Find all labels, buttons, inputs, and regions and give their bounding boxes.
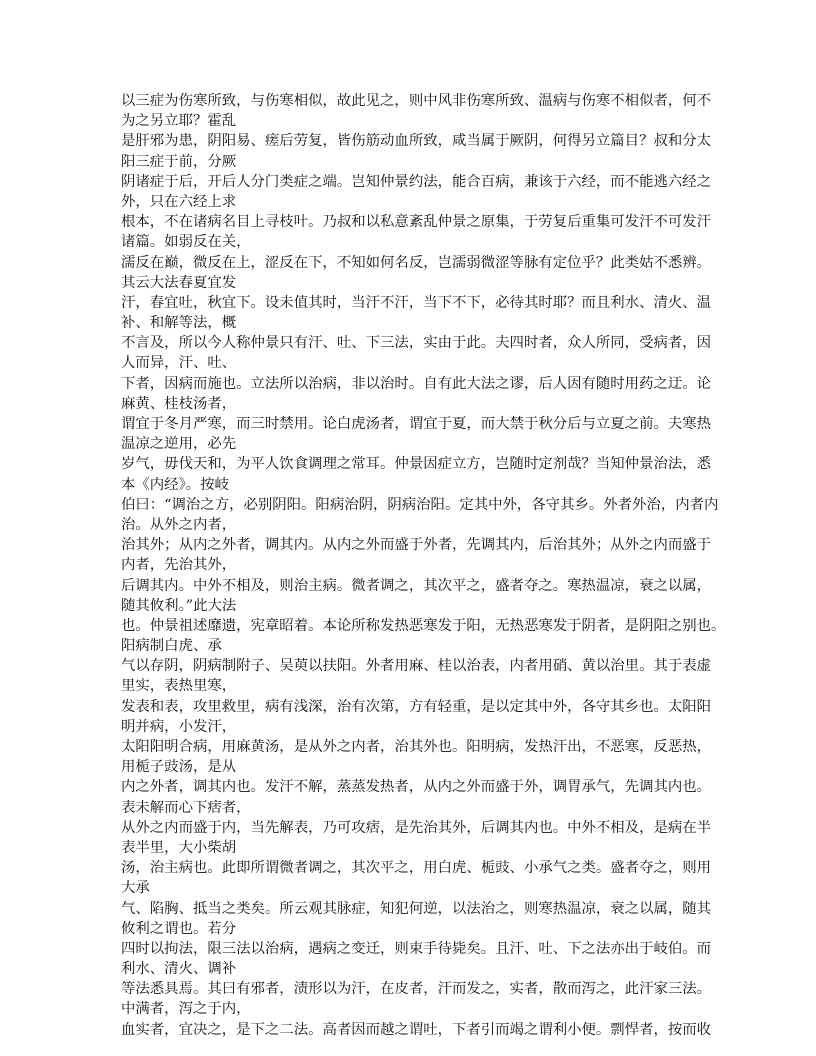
text-line: 麻黄、桂枝汤者，: [121, 395, 237, 412]
text-line: 大承: [121, 880, 150, 897]
text-line: 从外之内而盛于内，当先解表，乃可攻痞，是先治其外，后调其内也。中外不相及，是病在半: [121, 819, 712, 836]
text-line: 中满者，泻之于内，: [121, 1001, 251, 1018]
text-line: 表半里，大小柴胡: [121, 839, 237, 856]
text-line: 外，只在六经上求: [121, 193, 237, 210]
text-line: 为之另立耶？霍乱: [121, 113, 237, 130]
text-line: 诸篇。如弱反在关，: [121, 234, 251, 251]
text-line: 太阳阳明合病，用麻黄汤，是从外之内者，治其外也。阳明病，发热汗出，不恶寒，反恶热，: [121, 739, 712, 755]
text-line: 下者，因病而施也。立法所以治病，非以治时。自有此大法之谬，后人因有随时用药之迂。论: [121, 375, 712, 392]
text-line: 内之外者，调其内也。发汗不解，蒸蒸发热者，从内之外而盛于外，调胃承气，先调其内也。: [121, 779, 712, 796]
text-line: 汤，治主病也。此即所谓微者调之，其次平之，用白虎、栀豉、小承气之类。盛者夺之，则用: [121, 860, 712, 877]
text-line: 后调其内。中外不相及，则治主病。微者调之，其次平之，盛者夺之。寒热温凉，衰之以属，: [121, 577, 712, 594]
text-line: 温凉之逆用，必先: [121, 436, 237, 453]
text-line: 血实者，宜决之，是下之二法。高者因而越之谓吐，下者引而竭之谓利小便。剽悍者，按而收: [121, 1021, 712, 1038]
text-line: 阳病制白虎、承: [121, 638, 222, 655]
text-line: 其云大法春夏宜发: [121, 274, 237, 291]
text-line: 不言及，所以今人称仲景只有汗、吐、下三法，实由于此。夫四时者，众人所同，受病者，因: [121, 335, 712, 352]
text-line: 濡反在巅，微反在上，涩反在下，不知如何名反，岂濡弱微涩等脉有定位乎？此类姑不悉辨。: [121, 254, 712, 271]
text-line: 谓宜于冬月严寒，而三时禁用。论白虎汤者，谓宜于夏，而大禁于秋分后与立夏之前。夫寒热: [121, 416, 712, 432]
text-line: 随其攸利。”此大法: [121, 597, 237, 614]
document-page: [121, 91, 726, 1040]
text-line: 以三症为伤寒所致，与伤寒相似，故此见之，则中风非伤寒所致、温病与伤寒不相似者，何不: [121, 93, 712, 109]
text-line: 是肝邪为患，阴阳易、瘥后劳复，皆伤筋动血所致，咸当属于厥阴，何得另立篇目？叔和分太: [121, 133, 712, 150]
text-line: 补、和解等法，概: [121, 315, 237, 332]
text-line: 气、陷胸、抵当之类矣。所云观其脉症，知犯何逆，以法治之，则寒热温凉，衰之以属，随其: [121, 900, 712, 917]
text-line: 阴诸症于后，开后人分门类症之端。岂知仲景约法，能合百病，兼该于六经，而不能逃六经之: [121, 173, 712, 190]
text-line: 也。仲景祖述靡遗，宪章昭着。本论所称发热恶寒发于阳，无热恶寒发于阴者，是阴阳之别也。: [121, 617, 726, 634]
text-line: 攸利之谓也。若分: [121, 920, 237, 937]
text-line: 内者，先治其外，: [121, 557, 237, 574]
text-line: 人而异，汗、吐、: [121, 355, 237, 372]
text-line: 明并病，小发汗，: [121, 718, 237, 735]
text-line: 发表和表，攻里救里，病有浅深，治有次第，方有轻重，是以定其中外，各守其乡也。太阳阳: [121, 698, 712, 715]
text-line: 气以存阴，阴病制附子、吴萸以扶阳。外者用麻、桂以治表，内者用硝、黄以治里。其于表虚: [121, 658, 712, 675]
text-line: 本《内经》。按岐: [121, 476, 229, 493]
text-line: 阳三症于前，分厥: [121, 153, 237, 170]
text-line: 等法悉具焉。其曰有邪者，渍形以为汗，在皮者，汗而发之，实者，散而泻之，此汗家三法。: [121, 981, 712, 998]
text-line: 里实，表热里寒，: [121, 678, 237, 695]
text-line: 根本，不在诸病名目上寻枝叶。乃叔和以私意紊乱仲景之原集，于劳复后重集可发汗不可发汗: [121, 214, 712, 231]
text-line: 伯曰：“调治之方，必别阴阳。阳病治阴，阴病治阳。定其中外，各守其乡。外者外治，内者内: [121, 496, 719, 513]
text-line: 治。从外之内者，: [121, 516, 237, 533]
text-line: 岁气，毋伐天和，为平人饮食调理之常耳。仲景因症立方，岂随时定剂哉？当知仲景治法，悉: [121, 456, 712, 473]
text-line: 汗，春宜吐，秋宜下。设未值其时，当汗不汗，当下不下，必待其时耶？而且利水、清火、温: [121, 294, 712, 311]
text-line: 四时以拘法，限三法以治病，遇病之变迁，则束手待毙矣。且汗、吐、下之法亦出于岐伯。而: [121, 940, 712, 957]
text-line: 用栀子豉汤，是从: [121, 759, 237, 776]
text-line: 治其外；从内之外者，调其内。从内之外而盛于外者，先调其内，后治其外；从外之内而盛于: [121, 537, 712, 554]
text-line: 利水、清火、调补: [121, 961, 237, 978]
text-line: 表未解而心下痞者，: [121, 799, 251, 816]
